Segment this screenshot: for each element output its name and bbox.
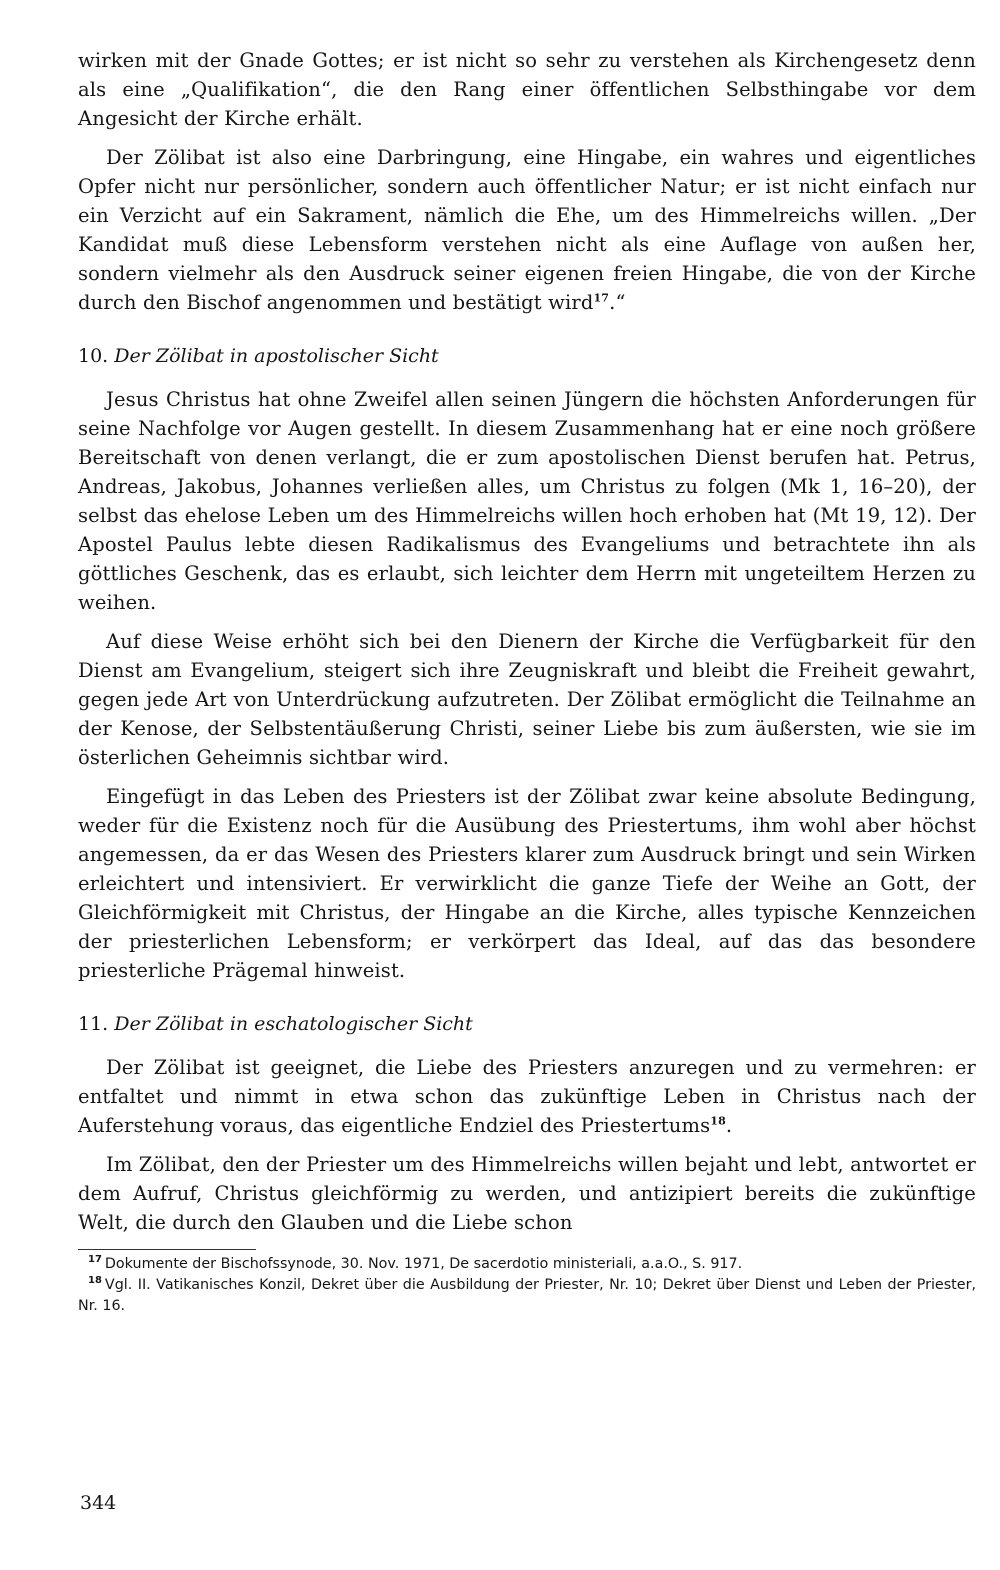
paragraph-text: Der Zölibat ist also eine Darbringung, eine Hingabe, ein wahres und eigentliches Opfer nicht nur persönlicher, sondern auch öffentlicher Natur; er ist nicht einfach nur ein Verzicht auf ein Sakrament, nämlich die Ehe, um des Himmelreichs willen. „Der Kandidat muß diese Lebensform verstehen nicht als eine Auflage von außen her, sondern vielmehr als den Ausdruck seiner eigenen freien Hingabe, die von der Kirche durch den Bischof angenommen und bestätigt wird xyxy=(78,146,976,314)
footnote-ref-18: 18 xyxy=(710,1114,726,1128)
footnote-ref-17: 17 xyxy=(593,291,610,305)
page-number: 344 xyxy=(80,1492,117,1514)
section-title: Der Zölibat in eschatologischer Sicht xyxy=(114,1013,473,1035)
paragraph-text: Der Zölibat ist geeignet, die Liebe des Priesters anzuregen und zu vermehren: er entfaltet und nimmt in etwa schon das zukünftige Leben in Christus nach der Auferstehung voraus, das eigentliche Endziel des Priestertums xyxy=(78,1056,976,1137)
quote-end: .“ xyxy=(609,291,626,314)
paragraph-eingefuegt: Eingefügt in das Leben des Priesters ist der Zölibat zwar keine absolute Bedingung, weder für die Existenz noch für die Ausübung des Priestertums, ihm wohl aber höchst angemessen, da er das Wesen des Priesters klarer zum Ausdruck bringt und sein Wirken erleichtert und intensiviert. Er verwirklicht die ganze Tiefe der Weihe an Gott, der Gleichförmigkeit mit Christus, der Hingabe an die Kirche, alles typische Kennzeichen der priesterlichen Lebensform; er verkörpert das Ideal, auf das das besondere priesterliche Prägemal hinweist. xyxy=(78,785,976,982)
section-heading-11 xyxy=(78,1011,976,1037)
footnote-mark: 18 xyxy=(88,1275,102,1287)
section-title: Der Zölibat in apostolischer Sicht xyxy=(114,345,439,367)
paragraph-im-zoelibat: Im Zölibat, den der Priester um des Himmelreichs willen bejaht und lebt, antwortet er dem Aufruf, Christus gleichförmig zu werden, und antizipiert bereits die zukünftige Welt, die durch den Glauben und die Liebe schon xyxy=(78,1153,976,1234)
paragraph-auf-diese-weise: Auf diese Weise erhöht sich bei den Dienern der Kirche die Verfügbarkeit für den Dienst am Evangelium, steigert sich ihre Zeugniskraft und bleibt die Freiheit gewahrt, gegen jede Art von Unterdrückung aufzutreten. Der Zölibat ermöglicht die Teilnahme an der Kenose, der Selbstentäußerung Christi, seiner Liebe bis zum äußersten, wie sie im österlichen Geheimnis sichtbar wird. xyxy=(78,630,976,769)
paragraph-zoelibat-geeignet xyxy=(78,1053,976,1140)
footnote-text: Vgl. II. Vatikanisches Konzil, Dekret über die Ausbildung der Priester, Nr. 10; Dekret über Dienst und Leben der Priester, Nr. 16. xyxy=(78,1277,976,1314)
period: . xyxy=(725,1114,733,1137)
footnote-18 xyxy=(78,1275,976,1317)
section-number: 11. xyxy=(78,1013,109,1035)
paragraph-continued: wirken mit der Gnade Gottes; er ist nicht so sehr zu verstehen als Kirchengesetz denn als eine „Qualifikation“, die den Rang einer öffentlichen Selbsthingabe vor dem Angesicht der Kirche erhält. xyxy=(78,49,976,130)
footnote-17 xyxy=(78,1254,976,1275)
section-heading-10 xyxy=(78,343,976,369)
paragraph-darbringung xyxy=(78,143,976,317)
footnote-divider xyxy=(78,1249,256,1250)
footnote-text: Dokumente der Bischofssynode, 30. Nov. 1971, De sacerdotio ministeriali, a.a.O., S. 917. xyxy=(104,1256,743,1272)
paragraph-jesus-christus: Jesus Christus hat ohne Zweifel allen seinen Jüngern die höchsten Anforderungen für seine Nachfolge vor Augen gestellt. In diesem Zusammenhang hat er eine noch größere Bereitschaft von denen verlangt, die er zum apostolischen Dienst berufen hat. Petrus, Andreas, Jakobus, Johannes verließen alles, um Christus zu folgen (Mk 1, 16–20), der selbst das ehelose Leben um des Himmelreichs willen hoch erhoben hat (Mt 19, 12). Der Apostel Paulus lebte diesen Radikalismus des Evangeliums und betrachtete ihn als göttliches Geschenk, das es erlaubt, sich leichter dem Herrn mit ungeteiltem Herzen zu weihen. xyxy=(78,388,976,614)
footnote-mark: 17 xyxy=(88,1254,102,1266)
page-body xyxy=(78,46,976,1317)
section-number: 10. xyxy=(78,345,109,367)
footnotes xyxy=(78,1254,976,1317)
